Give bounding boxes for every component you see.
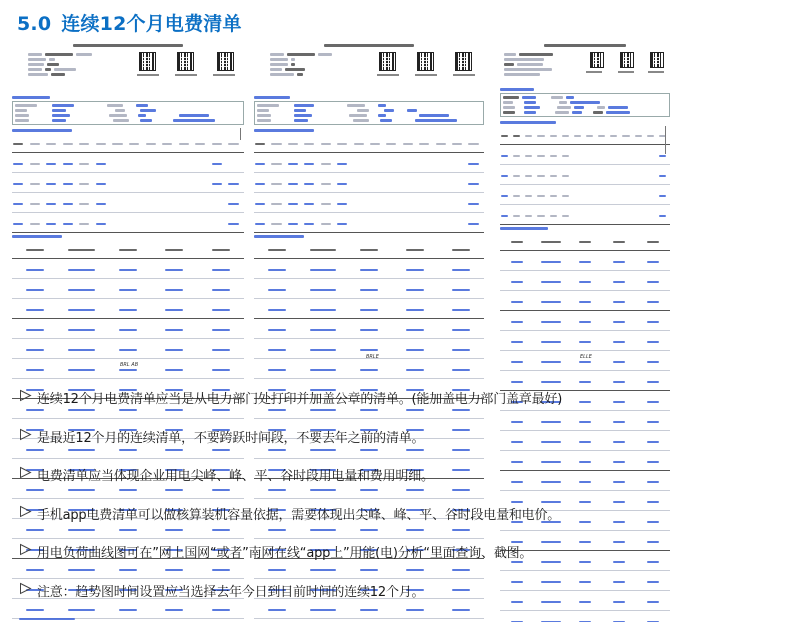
bill-doc-title (12, 42, 244, 50)
section-title: 连续12个月电费清单 (61, 13, 242, 35)
qr-code-icon (379, 52, 396, 71)
tou-usage-table (500, 125, 670, 225)
triangle-right-icon (19, 543, 33, 557)
account-info-box (254, 101, 484, 125)
page-number: BRLE (366, 354, 379, 360)
qr-code-icon (620, 52, 634, 68)
bill-header (12, 50, 244, 94)
bill-doc-title (500, 42, 670, 50)
triangle-right-icon (19, 466, 33, 480)
bill-thumbnail-3 (500, 42, 670, 360)
qr-code-icon (455, 52, 472, 71)
triangle-right-icon (19, 428, 33, 442)
bullet-item (19, 504, 562, 543)
tou-usage-table (12, 133, 244, 233)
qr-code-icon (139, 52, 156, 71)
bullet-item (19, 581, 562, 620)
bill-header (254, 50, 484, 94)
bullet-text: 注意：趋势图时间设置应当选择去年今日到目前时间的连续12个月。 (37, 584, 425, 600)
account-info-box (500, 93, 670, 117)
bullet-text: 连续12个月电费清单应当是从电力部门处打印并加盖公章的清单。(能加盖电力部门盖章最好) (37, 392, 563, 407)
qr-code-icon (650, 52, 664, 68)
page-title (17, 9, 242, 36)
bullet-item (19, 542, 562, 581)
account-info-box (12, 101, 244, 125)
triangle-right-icon (19, 389, 33, 403)
bullet-text: 是最近12个月的连续清单，不要跨跃时间段，不要去年之前的清单。 (37, 430, 425, 446)
qr-code-icon (177, 52, 194, 71)
bill-thumbnail-1 (12, 42, 244, 368)
bullet-list (19, 388, 562, 619)
qr-code-icon (217, 52, 234, 71)
bullet-item (19, 427, 562, 466)
bullet-text: 电费清单应当体现企业用电尖峰、峰、平、谷时段用电量和费用明细。 (37, 469, 434, 484)
page-number: BRL AB (120, 362, 139, 368)
qr-code-icon (417, 52, 434, 71)
bill-thumbnail-2 (254, 42, 484, 360)
tou-usage-table (254, 133, 484, 233)
bullet-item (19, 388, 562, 427)
bill-doc-title (254, 42, 484, 50)
bullet-text: 用电负荷曲线图可在”网上国网“或者”南网在线“app上”用能(电)分析“里面查询、截图。 (37, 546, 533, 561)
section-number: 5.0 (17, 13, 52, 35)
bullet-text: 手机app电费清单可以做核算装机容量依据，需要体现出尖峰、峰、平、谷时段电量和电价。 (37, 507, 561, 523)
triangle-right-icon (19, 505, 33, 519)
bullet-item (19, 465, 562, 504)
qr-code-icon (590, 52, 604, 68)
bill-header (500, 50, 670, 86)
triangle-right-icon (19, 582, 33, 596)
page-number: ELLE (580, 354, 592, 360)
